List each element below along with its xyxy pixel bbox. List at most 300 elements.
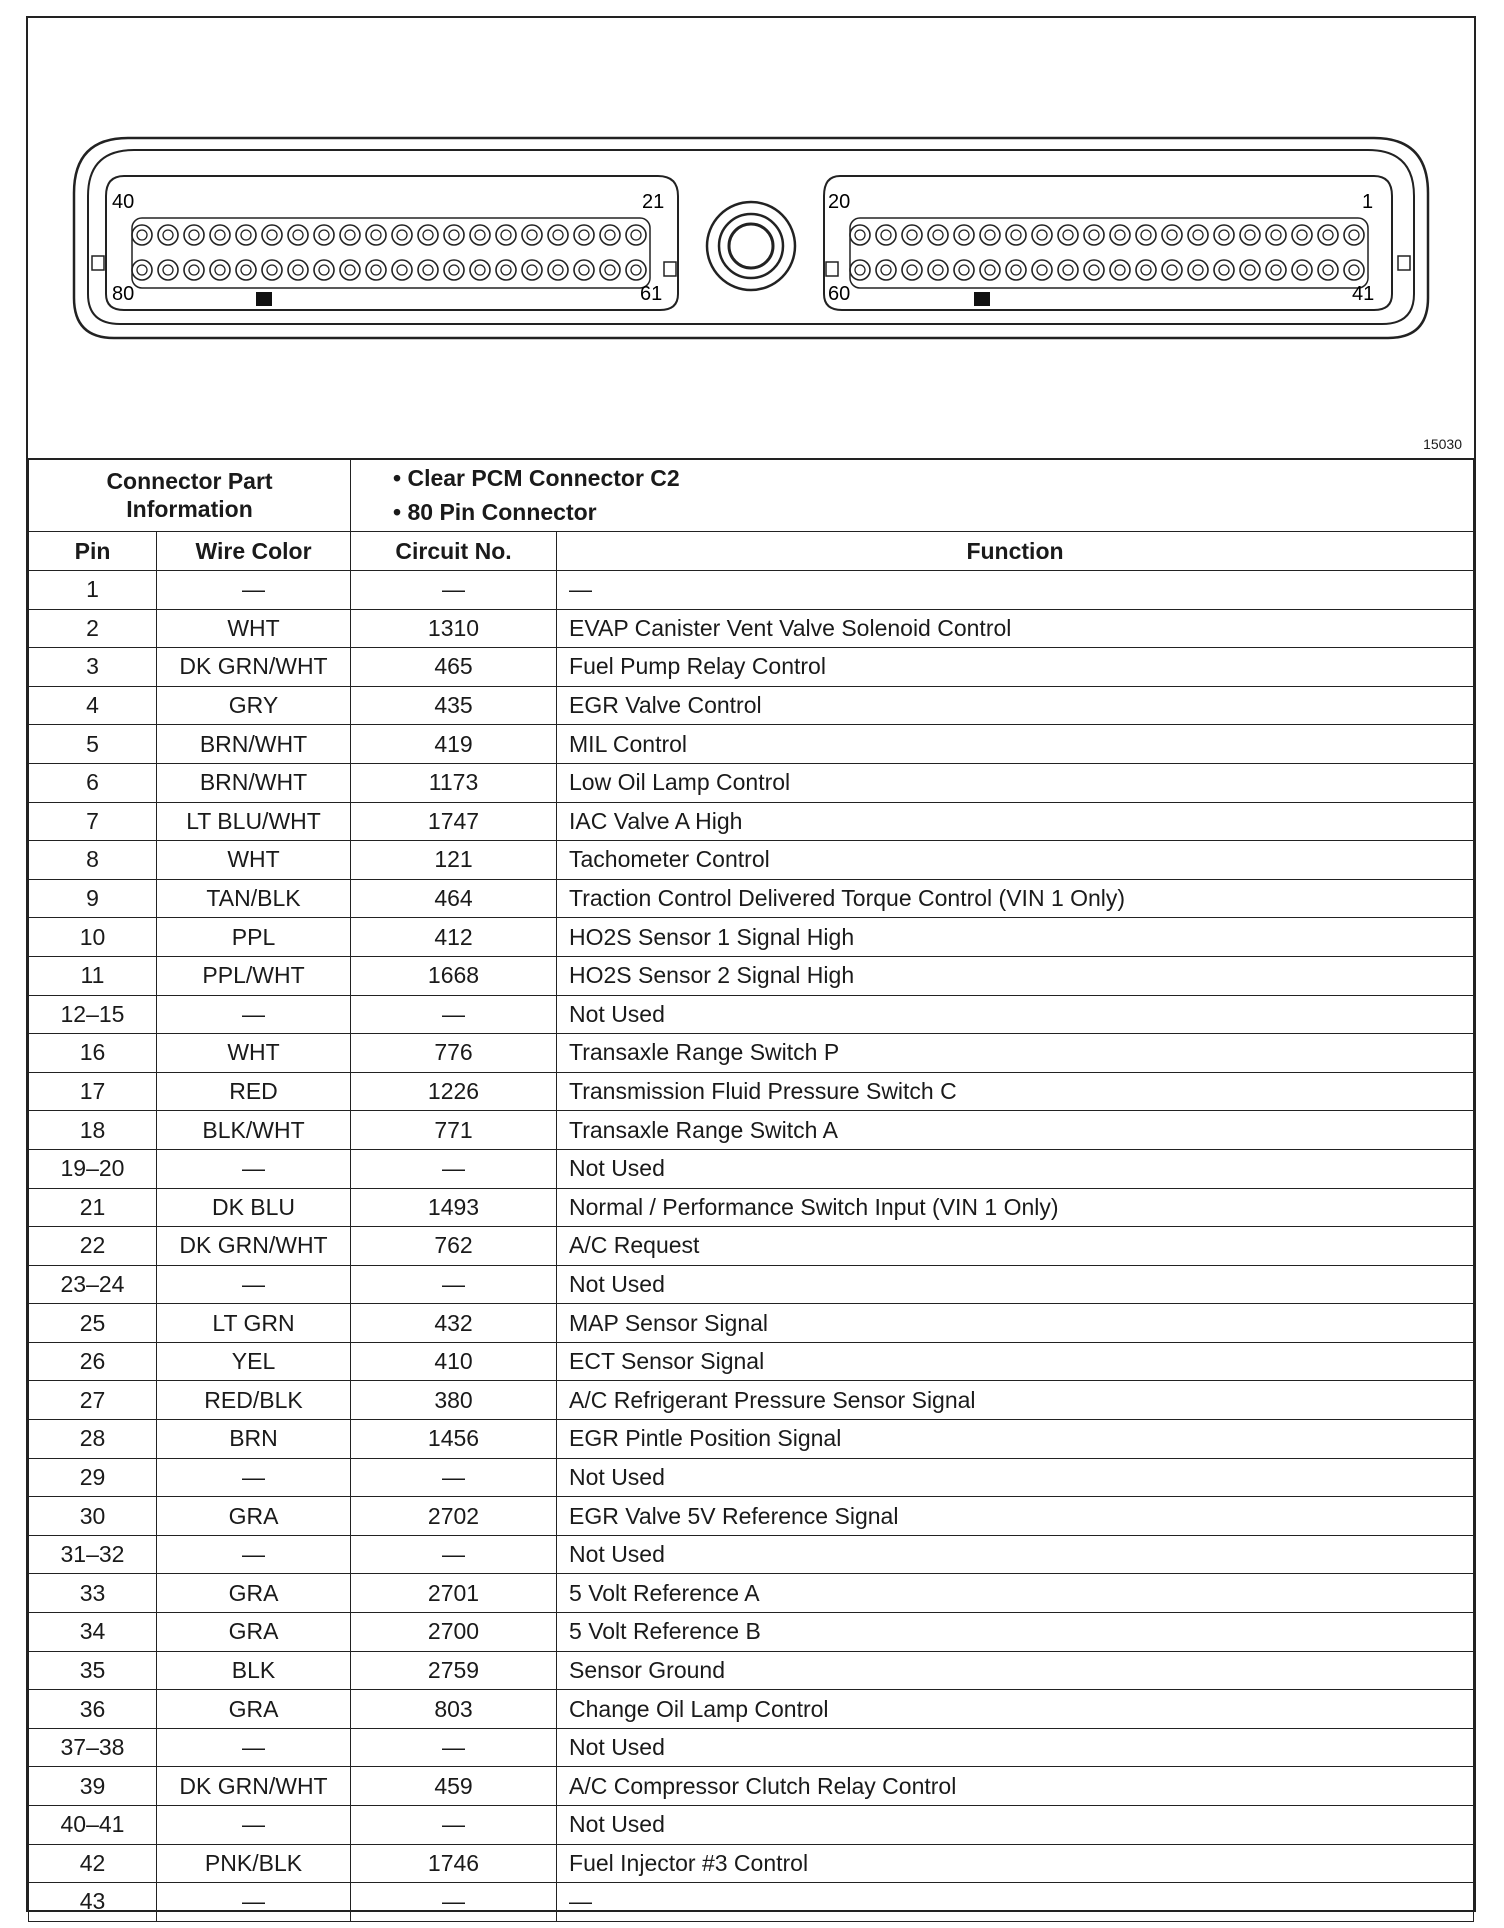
pin-socket — [605, 265, 615, 275]
pin-socket — [1323, 230, 1333, 240]
pin-socket — [470, 225, 490, 245]
circuit-cell: — — [351, 571, 557, 610]
pin-socket — [189, 230, 199, 240]
pin-socket — [1037, 265, 1047, 275]
pin-socket — [496, 260, 516, 280]
pin-socket — [1214, 260, 1234, 280]
pin-socket — [1110, 260, 1130, 280]
function-cell: Fuel Injector #3 Control — [557, 1844, 1474, 1883]
pin-socket — [1193, 265, 1203, 275]
wire-color-cell: — — [157, 571, 351, 610]
wire-color-cell: LT GRN — [157, 1304, 351, 1343]
pin-socket — [855, 265, 865, 275]
pin-cell: 29 — [29, 1458, 157, 1497]
right-key — [1398, 256, 1410, 270]
pin-socket — [137, 230, 147, 240]
pin-socket — [1344, 225, 1364, 245]
function-cell: Traction Control Delivered Torque Control (VIN 1 Only) — [557, 879, 1474, 918]
center-left-key — [664, 262, 676, 276]
table-header-row — [29, 532, 1474, 571]
table-row — [29, 1458, 1474, 1497]
pin-socket — [631, 230, 641, 240]
left-key — [92, 256, 104, 270]
table-row — [29, 1844, 1474, 1883]
circuit-cell: 771 — [351, 1111, 557, 1150]
pin-cell: 6 — [29, 763, 157, 802]
table-row — [29, 802, 1474, 841]
pin-socket — [449, 265, 459, 275]
pin-socket — [928, 225, 948, 245]
pin-socket — [314, 225, 334, 245]
pin-cell: 28 — [29, 1420, 157, 1459]
pin-socket — [1323, 265, 1333, 275]
pin-socket — [340, 260, 360, 280]
center-latch-inner — [729, 224, 773, 268]
pin-socket — [1136, 225, 1156, 245]
right-polarizing-mark — [974, 292, 990, 306]
pin-socket — [1037, 230, 1047, 240]
pin-socket — [881, 230, 891, 240]
circuit-cell: — — [351, 995, 557, 1034]
pin-socket — [288, 260, 308, 280]
pin-socket — [626, 260, 646, 280]
pin-socket — [1058, 225, 1078, 245]
wire-color-cell: BRN/WHT — [157, 725, 351, 764]
pin-socket — [132, 260, 152, 280]
table-row — [29, 1149, 1474, 1188]
wire-color-cell: — — [157, 1265, 351, 1304]
circuit-cell: 432 — [351, 1304, 557, 1343]
pin-socket — [1058, 260, 1078, 280]
pin-socket — [1162, 260, 1182, 280]
pin-socket — [907, 265, 917, 275]
pin-socket — [1240, 260, 1260, 280]
wire-color-cell: — — [157, 1728, 351, 1767]
wire-color-cell: WHT — [157, 1034, 351, 1073]
pin-label: 21 — [642, 191, 665, 213]
circuit-cell: — — [351, 1728, 557, 1767]
connector-info-bullets — [351, 459, 1474, 532]
pin-cell: 43 — [29, 1883, 157, 1922]
pin-socket — [262, 225, 282, 245]
wire-color-cell: — — [157, 1149, 351, 1188]
pin-array — [132, 225, 1364, 280]
pin-cell: 10 — [29, 918, 157, 957]
pin-socket — [980, 260, 1000, 280]
pin-socket — [1006, 225, 1026, 245]
pin-cell: 25 — [29, 1304, 157, 1343]
pin-socket — [1297, 230, 1307, 240]
pin-socket — [579, 265, 589, 275]
pin-socket — [158, 225, 178, 245]
wire-color-cell: PPL — [157, 918, 351, 957]
function-cell: A/C Request — [557, 1227, 1474, 1266]
wire-color-cell: TAN/BLK — [157, 879, 351, 918]
pin-socket — [522, 260, 542, 280]
pin-label: 61 — [640, 283, 663, 305]
pin-label: 60 — [828, 283, 851, 305]
pin-socket — [902, 225, 922, 245]
pin-socket — [1292, 260, 1312, 280]
pin-cell: 18 — [29, 1111, 157, 1150]
table-row — [29, 1265, 1474, 1304]
table-row — [29, 879, 1474, 918]
table-row — [29, 1342, 1474, 1381]
wire-color-cell: BLK — [157, 1651, 351, 1690]
pin-label: 41 — [1352, 283, 1375, 305]
pin-socket — [267, 230, 277, 240]
pin-socket — [215, 230, 225, 240]
pin-socket — [470, 260, 490, 280]
pin-socket — [1162, 225, 1182, 245]
center-right-key — [826, 262, 838, 276]
pin-socket — [210, 260, 230, 280]
pin-socket — [1084, 260, 1104, 280]
info-bullet-text: 80 Pin Connector — [407, 499, 597, 525]
pin-cell: 17 — [29, 1072, 157, 1111]
circuit-cell: — — [351, 1535, 557, 1574]
circuit-cell: 1456 — [351, 1420, 557, 1459]
table-row — [29, 1497, 1474, 1536]
table-row — [29, 1806, 1474, 1845]
table-row — [29, 1613, 1474, 1652]
function-cell: Not Used — [557, 1458, 1474, 1497]
circuit-cell: 1226 — [351, 1072, 557, 1111]
pin-socket — [876, 225, 896, 245]
pin-socket — [475, 230, 485, 240]
pin-socket — [933, 265, 943, 275]
function-cell: HO2S Sensor 2 Signal High — [557, 956, 1474, 995]
wire-color-cell: — — [157, 1883, 351, 1922]
info-label-line: Connector Part — [106, 468, 273, 494]
pin-cell: 8 — [29, 841, 157, 880]
pin-socket — [314, 260, 334, 280]
pin-socket — [1089, 230, 1099, 240]
pin-cell: 27 — [29, 1381, 157, 1420]
pin-socket — [1063, 265, 1073, 275]
circuit-cell: 762 — [351, 1227, 557, 1266]
wire-color-cell: DK GRN/WHT — [157, 1227, 351, 1266]
pin-socket — [184, 225, 204, 245]
circuit-cell: 2702 — [351, 1497, 557, 1536]
wire-color-cell: YEL — [157, 1342, 351, 1381]
pin-socket — [1167, 230, 1177, 240]
pin-socket — [553, 230, 563, 240]
table-row — [29, 1304, 1474, 1343]
info-label-line: Information — [126, 496, 253, 522]
circuit-cell: 464 — [351, 879, 557, 918]
pin-label: 80 — [112, 283, 135, 305]
pin-socket — [215, 265, 225, 275]
pin-socket — [1240, 225, 1260, 245]
pin-socket — [1219, 230, 1229, 240]
pin-socket — [418, 225, 438, 245]
pin-cell: 2 — [29, 609, 157, 648]
wire-color-cell: DK BLU — [157, 1188, 351, 1227]
pin-socket — [340, 225, 360, 245]
pin-socket — [1115, 230, 1125, 240]
pin-socket — [1011, 265, 1021, 275]
connector-diagram — [28, 18, 1474, 460]
table-row — [29, 1883, 1474, 1922]
pin-socket — [1266, 225, 1286, 245]
table-row — [29, 918, 1474, 957]
pin-cell: 35 — [29, 1651, 157, 1690]
pin-socket — [1141, 230, 1151, 240]
pin-cell: 42 — [29, 1844, 157, 1883]
pin-socket — [605, 230, 615, 240]
circuit-cell: 2759 — [351, 1651, 557, 1690]
function-cell: Low Oil Lamp Control — [557, 763, 1474, 802]
function-cell: Not Used — [557, 1535, 1474, 1574]
pin-socket — [1136, 260, 1156, 280]
wire-color-cell: — — [157, 1806, 351, 1845]
pin-socket — [907, 230, 917, 240]
pin-socket — [1214, 225, 1234, 245]
function-cell: Not Used — [557, 1149, 1474, 1188]
wire-color-cell: — — [157, 1458, 351, 1497]
function-cell: Normal / Performance Switch Input (VIN 1 Only) — [557, 1188, 1474, 1227]
right-pin-frame — [850, 218, 1368, 288]
table-row — [29, 648, 1474, 687]
pin-socket — [189, 265, 199, 275]
function-cell: MIL Control — [557, 725, 1474, 764]
function-cell: — — [557, 571, 1474, 610]
pin-cell: 31–32 — [29, 1535, 157, 1574]
pin-socket — [574, 260, 594, 280]
table-row — [29, 686, 1474, 725]
pin-socket — [959, 230, 969, 240]
pin-socket — [293, 265, 303, 275]
circuit-cell: 1310 — [351, 609, 557, 648]
pin-socket — [1318, 260, 1338, 280]
pin-socket — [132, 225, 152, 245]
circuit-cell: 2700 — [351, 1613, 557, 1652]
header-pin: Pin — [29, 532, 157, 571]
function-cell: Tachometer Control — [557, 841, 1474, 880]
pin-socket — [1266, 260, 1286, 280]
pin-socket — [1245, 265, 1255, 275]
pin-socket — [548, 225, 568, 245]
circuit-cell: 380 — [351, 1381, 557, 1420]
pin-socket — [423, 265, 433, 275]
info-bullet: • Clear PCM Connector C2 — [393, 465, 680, 491]
function-cell: EGR Pintle Position Signal — [557, 1420, 1474, 1459]
wire-color-cell: GRA — [157, 1497, 351, 1536]
table-row — [29, 1072, 1474, 1111]
pin-socket — [319, 265, 329, 275]
wire-color-cell: GRA — [157, 1574, 351, 1613]
wire-color-cell: WHT — [157, 609, 351, 648]
function-cell: Not Used — [557, 1265, 1474, 1304]
pin-cell: 7 — [29, 802, 157, 841]
left-pin-block — [106, 176, 678, 310]
pin-socket — [1063, 230, 1073, 240]
pin-socket — [293, 230, 303, 240]
pin-socket — [418, 260, 438, 280]
circuit-cell: 776 — [351, 1034, 557, 1073]
housing-outer — [74, 138, 1428, 338]
pin-socket — [631, 265, 641, 275]
function-cell: EVAP Canister Vent Valve Solenoid Control — [557, 609, 1474, 648]
pin-socket — [444, 260, 464, 280]
wire-color-cell: BRN — [157, 1420, 351, 1459]
function-cell: 5 Volt Reference A — [557, 1574, 1474, 1613]
table-row — [29, 1574, 1474, 1613]
pin-cell: 1 — [29, 571, 157, 610]
pin-socket — [527, 230, 537, 240]
table-row — [29, 1767, 1474, 1806]
pin-socket — [241, 230, 251, 240]
circuit-cell: 121 — [351, 841, 557, 880]
circuit-cell: 465 — [351, 648, 557, 687]
connector-info-label — [29, 459, 351, 532]
pin-socket — [1271, 265, 1281, 275]
pin-socket — [501, 265, 511, 275]
function-cell: Transmission Fluid Pressure Switch C — [557, 1072, 1474, 1111]
function-cell: HO2S Sensor 1 Signal High — [557, 918, 1474, 957]
pin-cell: 4 — [29, 686, 157, 725]
table-row — [29, 1381, 1474, 1420]
function-cell: A/C Compressor Clutch Relay Control — [557, 1767, 1474, 1806]
pin-socket — [444, 225, 464, 245]
pin-socket — [959, 265, 969, 275]
pin-cell: 30 — [29, 1497, 157, 1536]
pin-cell: 33 — [29, 1574, 157, 1613]
pin-socket — [1115, 265, 1125, 275]
function-cell: — — [557, 1883, 1474, 1922]
wire-color-cell: GRA — [157, 1690, 351, 1729]
pin-socket — [600, 260, 620, 280]
wire-color-cell: RED/BLK — [157, 1381, 351, 1420]
pin-socket — [522, 225, 542, 245]
pin-socket — [1344, 260, 1364, 280]
figure-id: 15030 — [1423, 436, 1462, 452]
pin-socket — [985, 265, 995, 275]
pin-socket — [449, 230, 459, 240]
pin-socket — [1110, 225, 1130, 245]
pin-socket — [501, 230, 511, 240]
pin-socket — [855, 230, 865, 240]
table-row — [29, 1728, 1474, 1767]
pin-socket — [262, 260, 282, 280]
circuit-cell: 2701 — [351, 1574, 557, 1613]
pin-socket — [626, 225, 646, 245]
pin-socket — [397, 230, 407, 240]
circuit-cell: 1668 — [351, 956, 557, 995]
pin-socket — [345, 230, 355, 240]
pin-socket — [184, 260, 204, 280]
pin-label: 1 — [1362, 191, 1374, 213]
pin-socket — [881, 265, 891, 275]
wire-color-cell: GRY — [157, 686, 351, 725]
pin-socket — [345, 265, 355, 275]
connector-drawing — [28, 18, 1474, 458]
circuit-cell: 412 — [351, 918, 557, 957]
wire-color-cell: BRN/WHT — [157, 763, 351, 802]
function-cell: Change Oil Lamp Control — [557, 1690, 1474, 1729]
wire-color-cell: PNK/BLK — [157, 1844, 351, 1883]
function-cell: 5 Volt Reference B — [557, 1613, 1474, 1652]
table-row — [29, 1535, 1474, 1574]
pin-socket — [1318, 225, 1338, 245]
circuit-cell: — — [351, 1149, 557, 1188]
function-cell: ECT Sensor Signal — [557, 1342, 1474, 1381]
circuit-cell: 419 — [351, 725, 557, 764]
pin-cell: 34 — [29, 1613, 157, 1652]
pin-socket — [850, 260, 870, 280]
pin-cell: 12–15 — [29, 995, 157, 1034]
pin-cell: 19–20 — [29, 1149, 157, 1188]
function-cell: Fuel Pump Relay Control — [557, 648, 1474, 687]
pin-socket — [1032, 225, 1052, 245]
pin-socket — [371, 265, 381, 275]
pin-socket — [366, 260, 386, 280]
wire-color-cell: PPL/WHT — [157, 956, 351, 995]
table-row — [29, 841, 1474, 880]
pin-socket — [1141, 265, 1151, 275]
pin-socket — [371, 230, 381, 240]
pin-socket — [1188, 260, 1208, 280]
pin-cell: 39 — [29, 1767, 157, 1806]
circuit-cell: 410 — [351, 1342, 557, 1381]
pin-cell: 37–38 — [29, 1728, 157, 1767]
pin-socket — [366, 225, 386, 245]
pin-cell: 40–41 — [29, 1806, 157, 1845]
function-cell: IAC Valve A High — [557, 802, 1474, 841]
pin-socket — [475, 265, 485, 275]
pin-socket — [876, 260, 896, 280]
pin-socket — [158, 260, 178, 280]
table-row — [29, 956, 1474, 995]
pin-socket — [163, 265, 173, 275]
table-row — [29, 1111, 1474, 1150]
circuit-cell: — — [351, 1806, 557, 1845]
pin-socket — [1292, 225, 1312, 245]
wire-color-cell: WHT — [157, 841, 351, 880]
pin-cell: 5 — [29, 725, 157, 764]
pin-socket — [574, 225, 594, 245]
pin-socket — [392, 260, 412, 280]
pin-socket — [241, 265, 251, 275]
wire-color-cell: BLK/WHT — [157, 1111, 351, 1150]
left-pin-frame — [132, 218, 650, 288]
table-row — [29, 725, 1474, 764]
table-row — [29, 1420, 1474, 1459]
pin-socket — [236, 225, 256, 245]
pin-socket — [163, 230, 173, 240]
table-row — [29, 609, 1474, 648]
wire-color-cell: DK GRN/WHT — [157, 1767, 351, 1806]
table-row — [29, 995, 1474, 1034]
pin-cell: 21 — [29, 1188, 157, 1227]
function-cell: Not Used — [557, 1806, 1474, 1845]
circuit-cell: — — [351, 1458, 557, 1497]
pin-socket — [1032, 260, 1052, 280]
wire-color-cell: — — [157, 1535, 351, 1574]
wire-color-cell: RED — [157, 1072, 351, 1111]
pinout-table — [28, 458, 1474, 1922]
pin-socket — [1006, 260, 1026, 280]
left-polarizing-mark — [256, 292, 272, 306]
pin-socket — [319, 230, 329, 240]
function-cell: EGR Valve Control — [557, 686, 1474, 725]
connector-sheet — [26, 16, 1476, 1915]
pin-socket — [1219, 265, 1229, 275]
pin-socket — [553, 265, 563, 275]
pin-socket — [392, 225, 412, 245]
pin-socket — [1245, 230, 1255, 240]
